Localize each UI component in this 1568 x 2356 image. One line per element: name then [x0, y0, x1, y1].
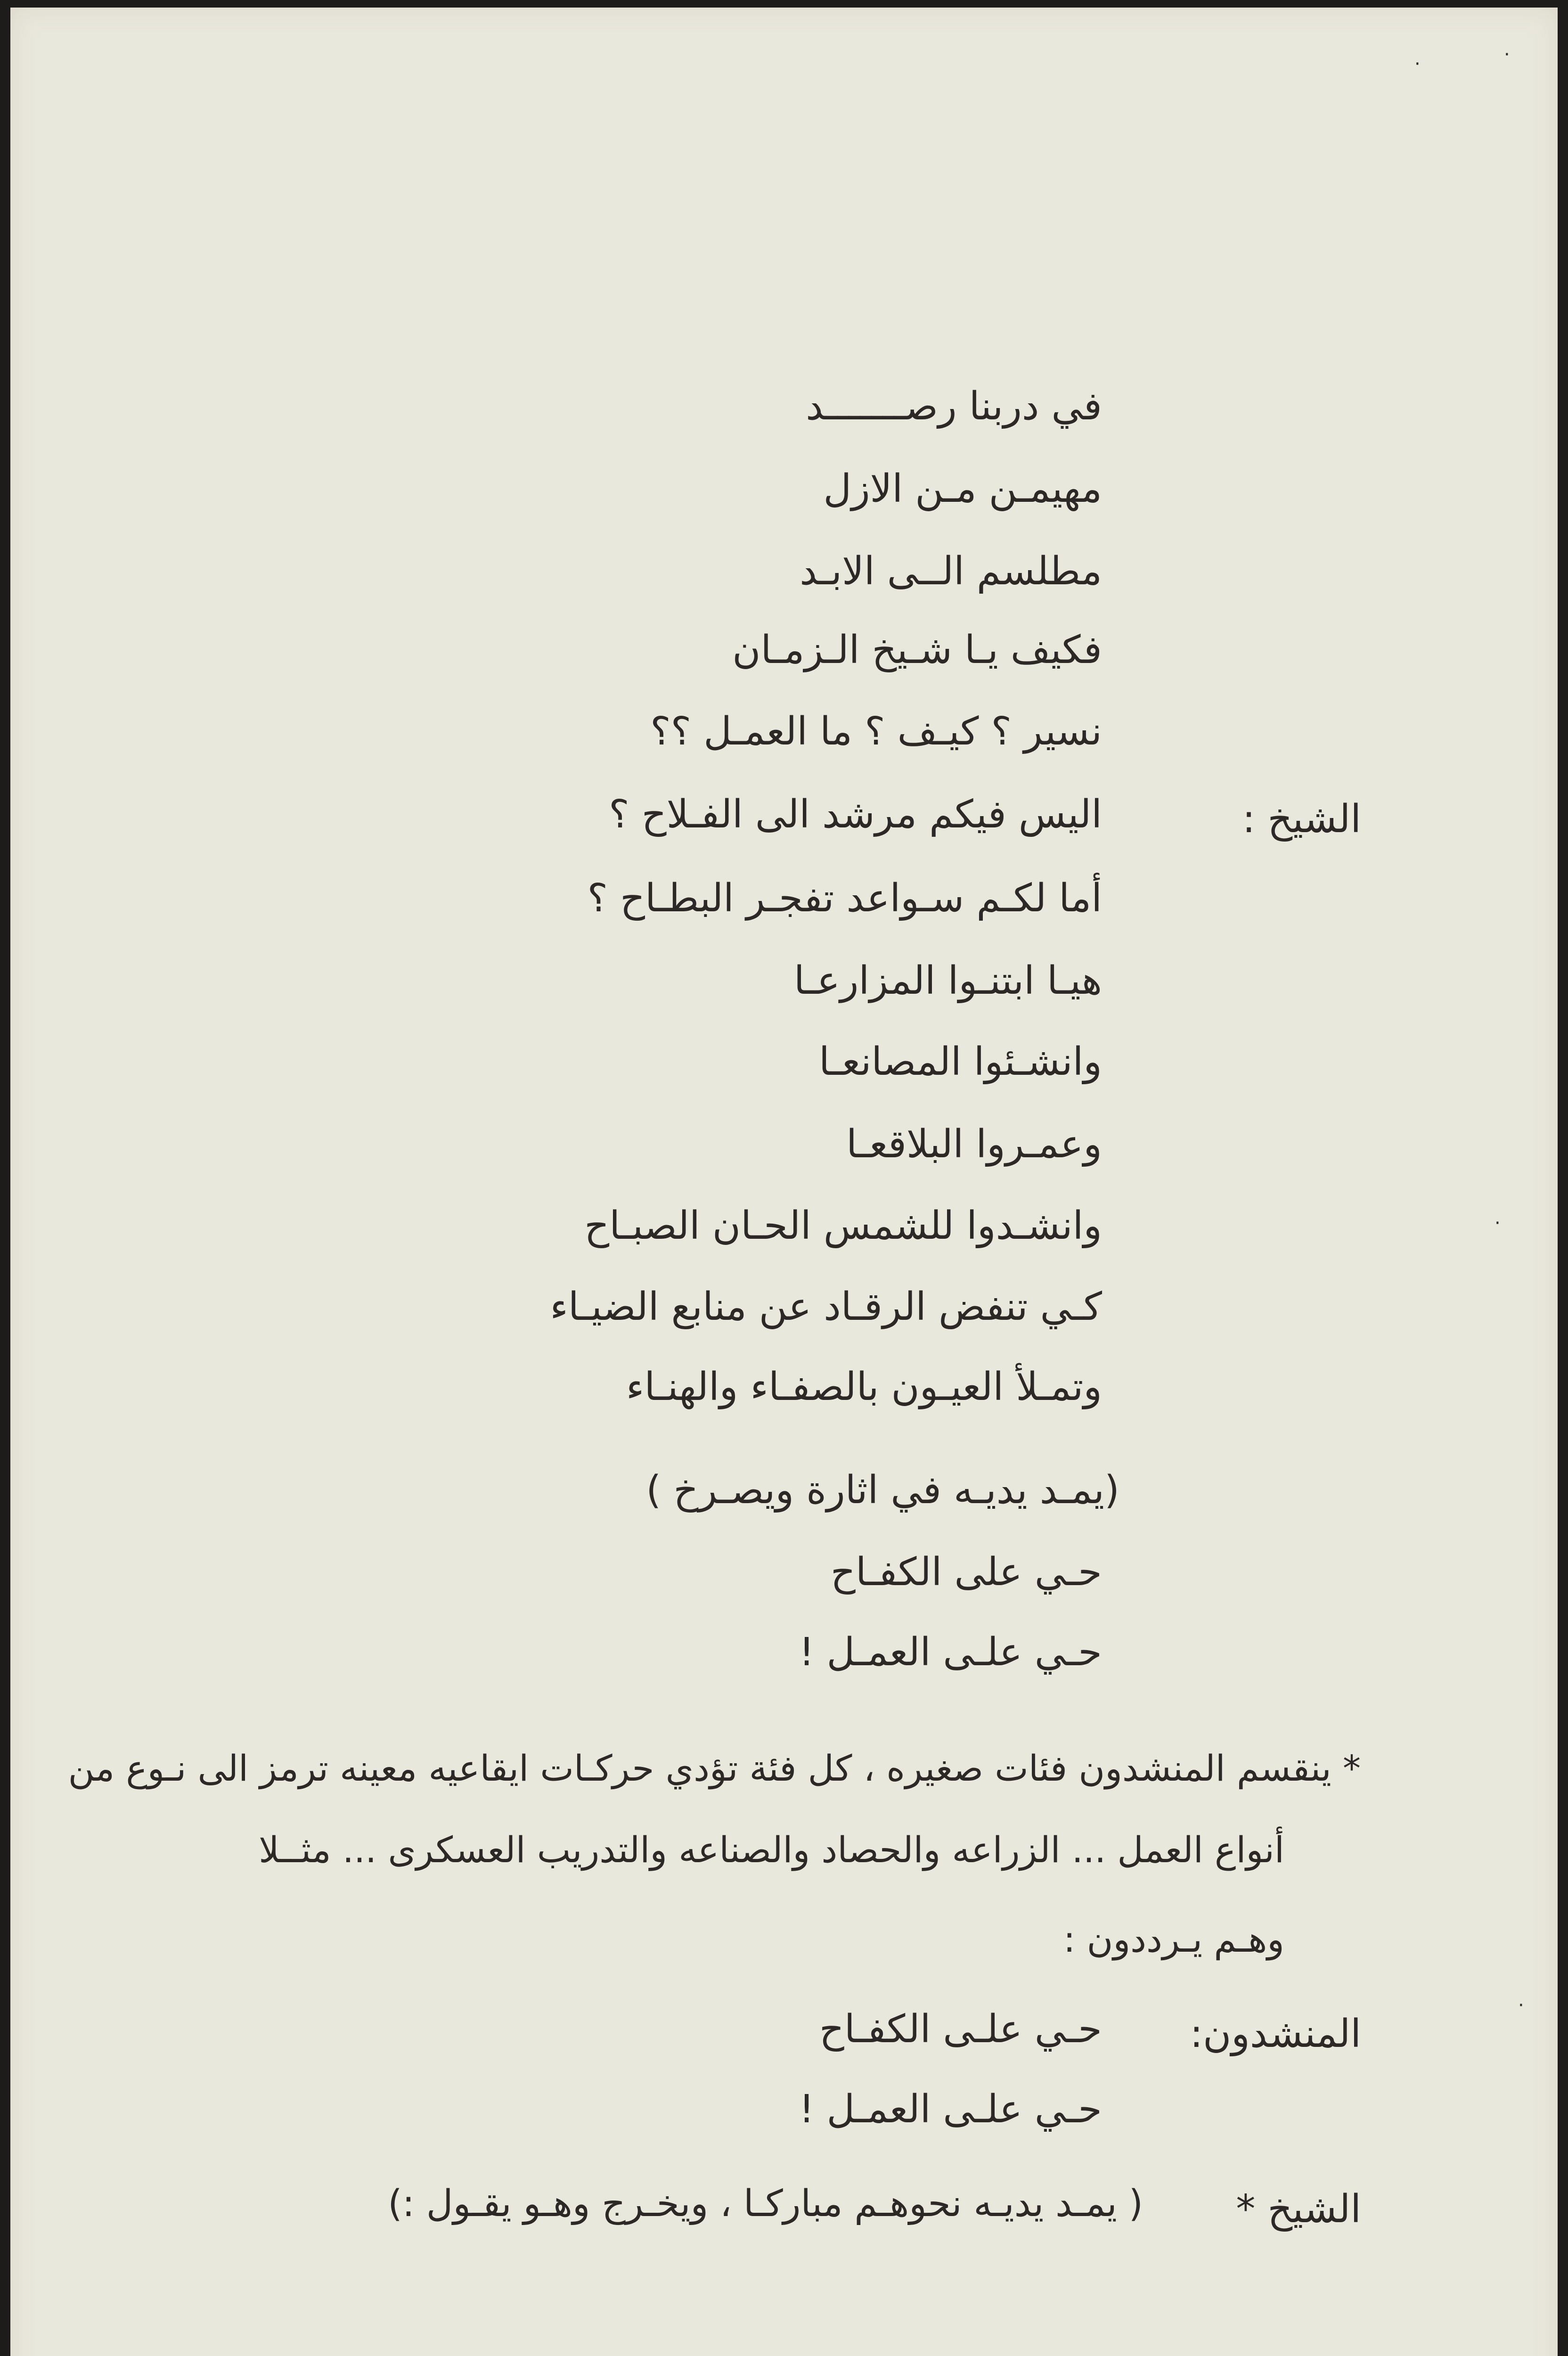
paper-mark: · — [1494, 1212, 1501, 1234]
verse-line: وعمـروا البلاقعـا — [846, 1122, 1102, 1167]
verse-line: مهيمـن مـن الازل — [823, 466, 1102, 511]
chorus-line: حـي علـى الكفـاح — [819, 2007, 1102, 2052]
note-line: وهـم يـرددون : — [1063, 1918, 1284, 1960]
closing-stage-direction: ( يمـد يديـه نحوهـم مباركـا ، ويخـرج وهـو يقـول :) — [388, 2183, 1143, 2225]
speaker-label-chorus: المنشدون: — [1190, 2012, 1361, 2056]
speaker-label-sheikh: الشيخ : — [1242, 797, 1361, 842]
verse-line: كـي تنفض الرقـاد عن منابع الضيـاء — [550, 1284, 1102, 1329]
note-line: أنواع العمل ... الزراعه والحصاد والصناعه والتدريب العسكرى ... مثــلا — [259, 1829, 1284, 1871]
verse-line: وتمـلأ العيـون بالصفـاء والهنـاء — [626, 1365, 1102, 1409]
paper-mark: · — [1518, 1995, 1524, 2016]
verse-line: هيـا ابتنـوا المزارعـا — [793, 958, 1102, 1003]
verse-line: وانشـدوا للشمس الحـان الصبـاح — [584, 1203, 1102, 1248]
call-line: حـي علـى العمـل ! — [799, 1630, 1102, 1675]
verse-line: أما لكـم سـواعد تفجـر البطـاح ؟ — [587, 876, 1102, 921]
speaker-label-sheikh-closing: الشيخ * — [1236, 2187, 1361, 2232]
verse-line: نسير ؟ كيـف ؟ ما العمـل ؟؟ — [650, 709, 1102, 754]
document-page — [10, 8, 1558, 2356]
verse-line: مطلسم الــى الابـد — [800, 549, 1102, 594]
verse-line: فكيف يـا شـيخ الـزمـان — [732, 628, 1102, 672]
call-line: حـي على الكفـاح — [830, 1550, 1102, 1595]
note-line: * ينقسم المنشدون فئات صغيره ، كل فئة تؤدي حركـات ايقاعيه معينه ترمز الى نـوع من — [68, 1747, 1361, 1789]
verse-line: وانشـئوا المصانعـا — [819, 1039, 1102, 1084]
verse-line: في دربنا رصـــــــد — [806, 384, 1102, 429]
verse-line: اليس فيكم مرشد الى الفـلاح ؟ — [609, 792, 1102, 837]
stage-direction: (يمـد يديـه في اثارة ويصـرخ ) — [646, 1468, 1119, 1513]
chorus-line: حـي علـى العمـل ! — [799, 2087, 1102, 2132]
paper-mark: · — [1414, 53, 1421, 75]
paper-mark: · — [1504, 44, 1510, 65]
